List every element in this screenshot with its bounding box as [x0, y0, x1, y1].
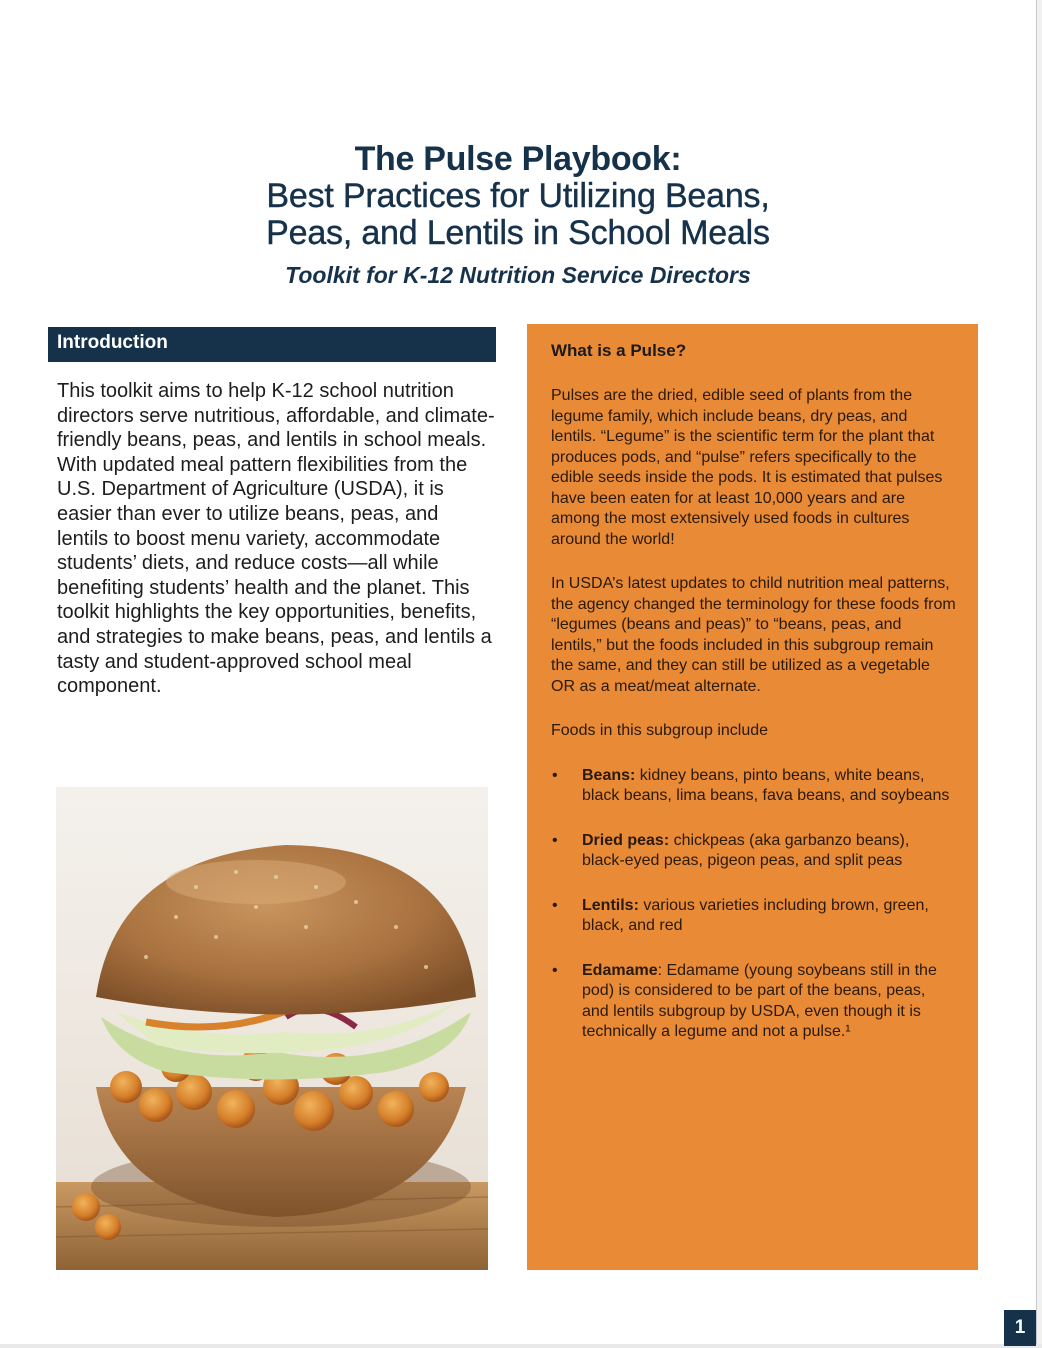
list-item-term: Dried peas:: [582, 831, 670, 849]
what-is-a-pulse-heading: What is a Pulse?: [551, 341, 687, 360]
page-number: 1: [1004, 1310, 1036, 1346]
subgroup-intro-paragraph: Foods in this subgroup include: [551, 722, 769, 739]
bullet-glyph: •: [552, 896, 558, 914]
page-subtitle-line-1: Best Practices for Utilizing Beans,: [266, 177, 770, 215]
bullet-glyph: •: [552, 831, 558, 849]
list-item-term: Edamame: [582, 961, 658, 979]
introduction-heading: Introduction: [57, 332, 168, 353]
introduction-heading-bar: [48, 327, 496, 362]
list-item: [551, 766, 956, 807]
what-is-a-pulse-box: [527, 324, 978, 1270]
usda-terminology-paragraph: In USDA’s latest updates to child nutrition meal patterns, the agency changed the terminology for these foods from “legumes (beans and peas)” to “beans, peas, and lentils,” but the foods included in this subgroup remain the same, and they can still be utilized as a vegetable OR as a meat/meat alternate.: [551, 575, 956, 695]
page-edge: [1036, 0, 1042, 1348]
list-item-term: Beans:: [582, 766, 636, 784]
pulse-definition-paragraph: Pulses are the dried, edible seed of plants from the legume family, which include beans, dry peas, and lentils. “Legume” is the scientific term for the plant that produces pods, and “pulse” refers specifically to the edible seeds inside the pods. It is estimated that pulses have been eaten for at least 10,000 years and are among the most extensively used foods in cultures around the world!: [551, 387, 943, 548]
list-item-term: Lentils:: [582, 896, 639, 914]
chickpea-sandwich-photo: [56, 787, 488, 1270]
list-item-text: : Edamame (young soybeans still in the pod) is considered to be part of the beans, peas, and lentils subgroup by USDA, even though it is technically a legume and not a pulse.¹: [582, 961, 937, 1040]
bullet-glyph: •: [552, 766, 558, 784]
title-block: [0, 140, 1036, 290]
bullet-glyph: •: [552, 961, 558, 979]
page-tagline: Toolkit for K-12 Nutrition Service Directors: [285, 262, 751, 288]
page-bottom-edge: [0, 1344, 1042, 1348]
list-item-text: various varieties including brown, green, black, and red: [582, 896, 929, 934]
list-item-text: chickpeas (aka garbanzo beans), black-eyed peas, pigeon peas, and split peas: [582, 831, 910, 869]
subgroup-foods-list: [551, 766, 956, 1043]
list-item: [551, 896, 956, 937]
list-item-text: kidney beans, pinto beans, white beans, black beans, lima beans, fava beans, and soybeans: [582, 766, 950, 804]
page-title: The Pulse Playbook:: [354, 140, 682, 178]
list-item: [551, 831, 956, 872]
introduction-body: This toolkit aims to help K-12 school nutrition directors serve nutritious, affordable, and climate-friendly beans, peas, and lentils in school meals. With updated meal pattern flexibilities from the U.S. Department of Agriculture (USDA), it is easier than ever to utilize beans, peas, and lentils to boost menu variety, accommodate students’ diets, and reduce costs—all while benefiting students’ health and the planet. This toolkit highlights the key opportunities, benefits, and strategies to make beans, peas, and lentils a tasty and student-approved school meal component.: [57, 380, 495, 698]
page-subtitle-line-2: Peas, and Lentils in School Meals: [266, 214, 770, 252]
list-item: [551, 961, 956, 1043]
